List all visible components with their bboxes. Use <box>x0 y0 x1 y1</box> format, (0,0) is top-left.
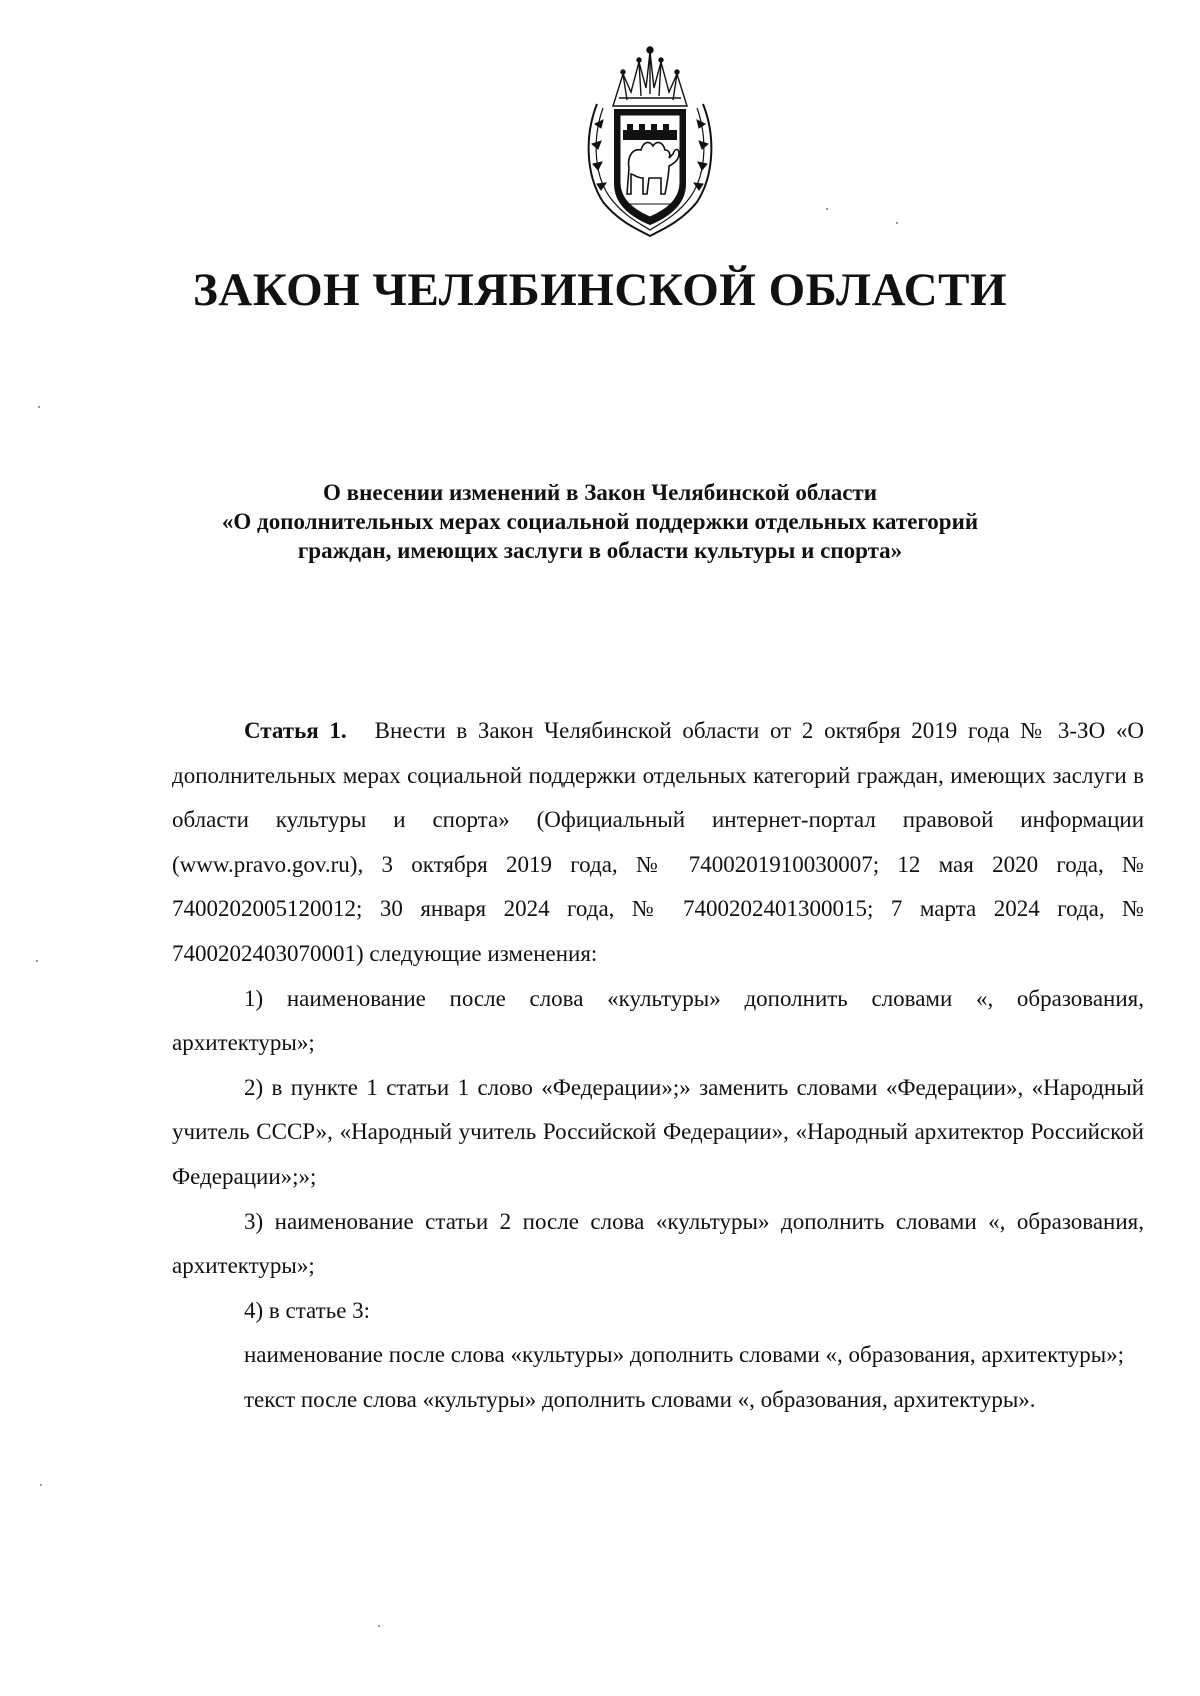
chelyabinsk-coat-of-arms-icon <box>583 44 717 240</box>
scan-speck <box>40 1484 42 1486</box>
article-body <box>172 709 1144 1423</box>
article-item: 4) в статье 3: <box>244 1297 371 1323</box>
scan-speck <box>896 222 898 224</box>
scan-speck <box>38 406 40 408</box>
subtitle-line: «О дополнительных мерах социальной поддержки отдельных категорий <box>221 509 979 534</box>
law-title: ЗАКОН ЧЕЛЯБИНСКОЙ ОБЛАСТИ <box>192 264 1008 316</box>
scan-speck <box>378 1625 380 1627</box>
subtitle-line: граждан, имеющих заслуги в области культуры и спорта» <box>297 538 903 563</box>
law-subtitle <box>150 478 1050 565</box>
article-item: текст после слова «культуры» дополнить словами «, образования, архитектуры». <box>244 1386 1036 1412</box>
article-intro-paragraph <box>172 709 1144 977</box>
subtitle-line: О внесении изменений в Закон Челябинской области <box>323 480 877 505</box>
article-item: 3) наименование статьи 2 после слова «культуры» дополнить словами «, образования, архитектуры»; <box>172 1208 1144 1279</box>
article-item: 1) наименование после слова «культуры» дополнить словами «, образования, архитектуры»; <box>172 985 1144 1056</box>
article-item: 2) в пункте 1 статьи 1 слово «Федерации»;» заменить словами «Федерации», «Народный учитель СССР», «Народный учитель Российской Федерации», «Народный архитектор Российской Федерации»;»; <box>172 1074 1144 1189</box>
article-item: наименование после слова «культуры» дополнить словами «, образования, архитектуры»; <box>244 1342 1125 1368</box>
article-label: Статья 1. <box>244 718 347 743</box>
scan-speck <box>36 960 38 962</box>
article-intro-text: Внести в Закон Челябинской области от 2 октября 2019 года № 3-ЗО «О дополнительных мерах социальной поддержки отдельных категорий граждан, имеющих заслуги в области культуры и спорта» (Официальный интернет-портал правовой информации (www.pravo.gov.ru), 3 октября 2019 года, № 7400201910030007; 12 мая 2020 года, № 7400202005120012; 30 января 2024 года, № 7400202401300015; 7 марта 2024 года, № 7400202403070001) следующие изменения: <box>172 718 1145 966</box>
scan-speck <box>826 208 828 210</box>
